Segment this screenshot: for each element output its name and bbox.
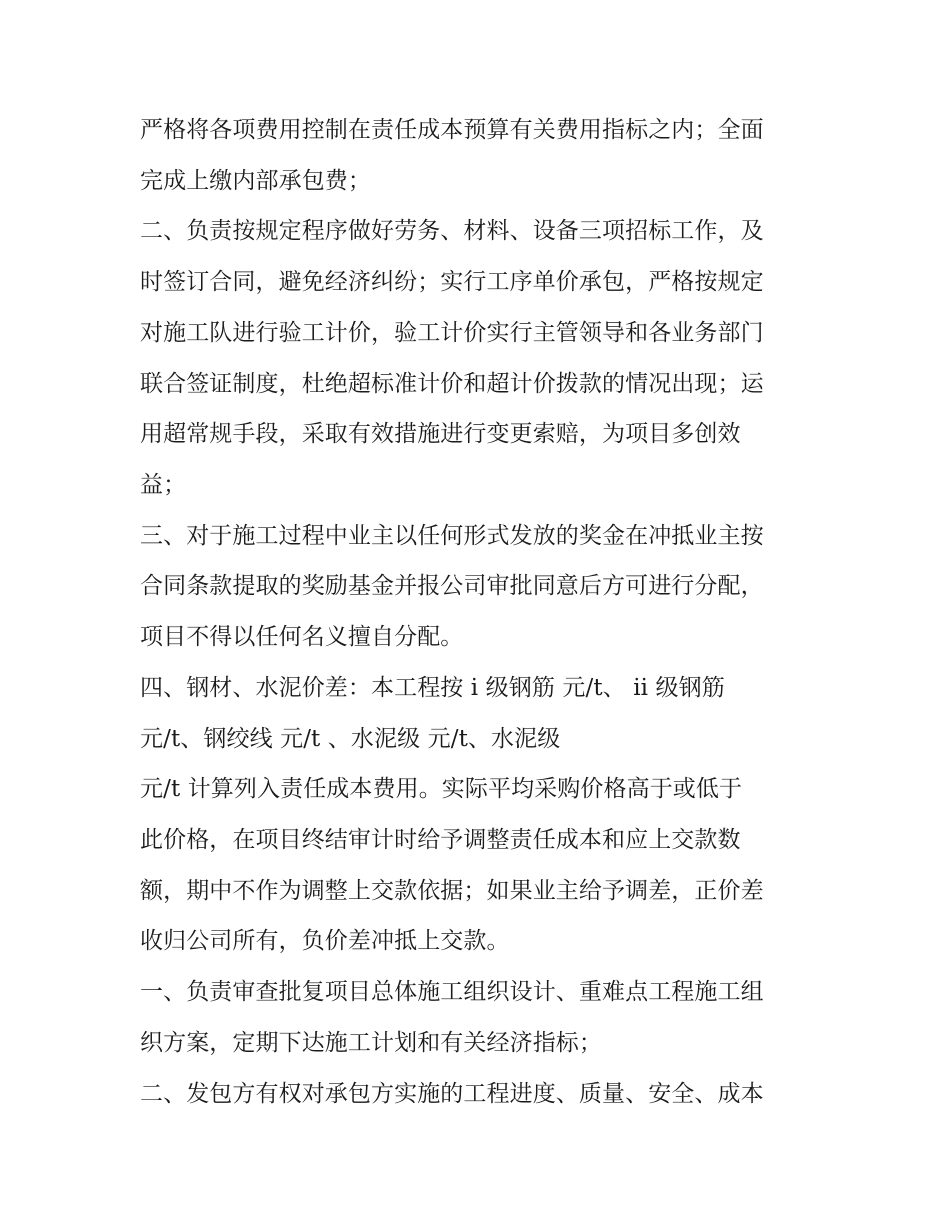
text-line: 三、对于施工过程中业主以任何形式发放的奖金在冲抵业主按 [140, 523, 764, 549]
text-line: 严格将各项费用控制在责任成本预算有关费用指标之内；全面 [140, 117, 764, 143]
text-line: 益； [140, 472, 187, 498]
text-line: 一、负责审查批复项目总体施工组织设计、重难点工程施工组 [140, 979, 764, 1005]
text-line: 此价格，在项目终结审计时给予调整责任成本和应上交款数 [140, 827, 741, 853]
text-line: 元/t 计算列入责任成本费用。实际平均采购价格高于或低于 [140, 776, 743, 802]
text-line: 二、负责按规定程序做好劳务、材料、设备三项招标工作，及 [140, 218, 764, 244]
text-line: 时签订合同，避免经济纠纷；实行工序单价承包，严格按规定 [140, 269, 764, 295]
text-line: 四、钢材、水泥价差：本工程按 i 级钢筋 元/t、 ii 级钢筋 [140, 675, 725, 701]
text-line: 元/t、钢绞线 元/t 、水泥级 元/t、水泥级 [140, 726, 561, 752]
text-line: 合同条款提取的奖励基金并报公司审批同意后方可进行分配， [140, 573, 764, 599]
text-line: 用超常规手段，采取有效措施进行变更索赔，为项目多创效 [140, 421, 741, 447]
text-line: 收归公司所有，负价差冲抵上交款。 [140, 928, 510, 954]
text-line: 完成上缴内部承包费； [140, 168, 371, 194]
text-line: 额，期中不作为调整上交款依据；如果业主给予调差，正价差 [140, 878, 764, 904]
text-line: 二、发包方有权对承包方实施的工程进度、质量、安全、成本 [140, 1081, 764, 1107]
text-line: 联合签证制度，杜绝超标准计价和超计价拨款的情况出现；运 [140, 371, 764, 397]
text-line: 对施工队进行验工计价，验工计价实行主管领导和各业务部门 [140, 320, 764, 346]
text-line: 项目不得以任何名义擅自分配。 [140, 624, 464, 650]
text-line: 织方案，定期下达施工计划和有关经济指标； [140, 1030, 602, 1056]
